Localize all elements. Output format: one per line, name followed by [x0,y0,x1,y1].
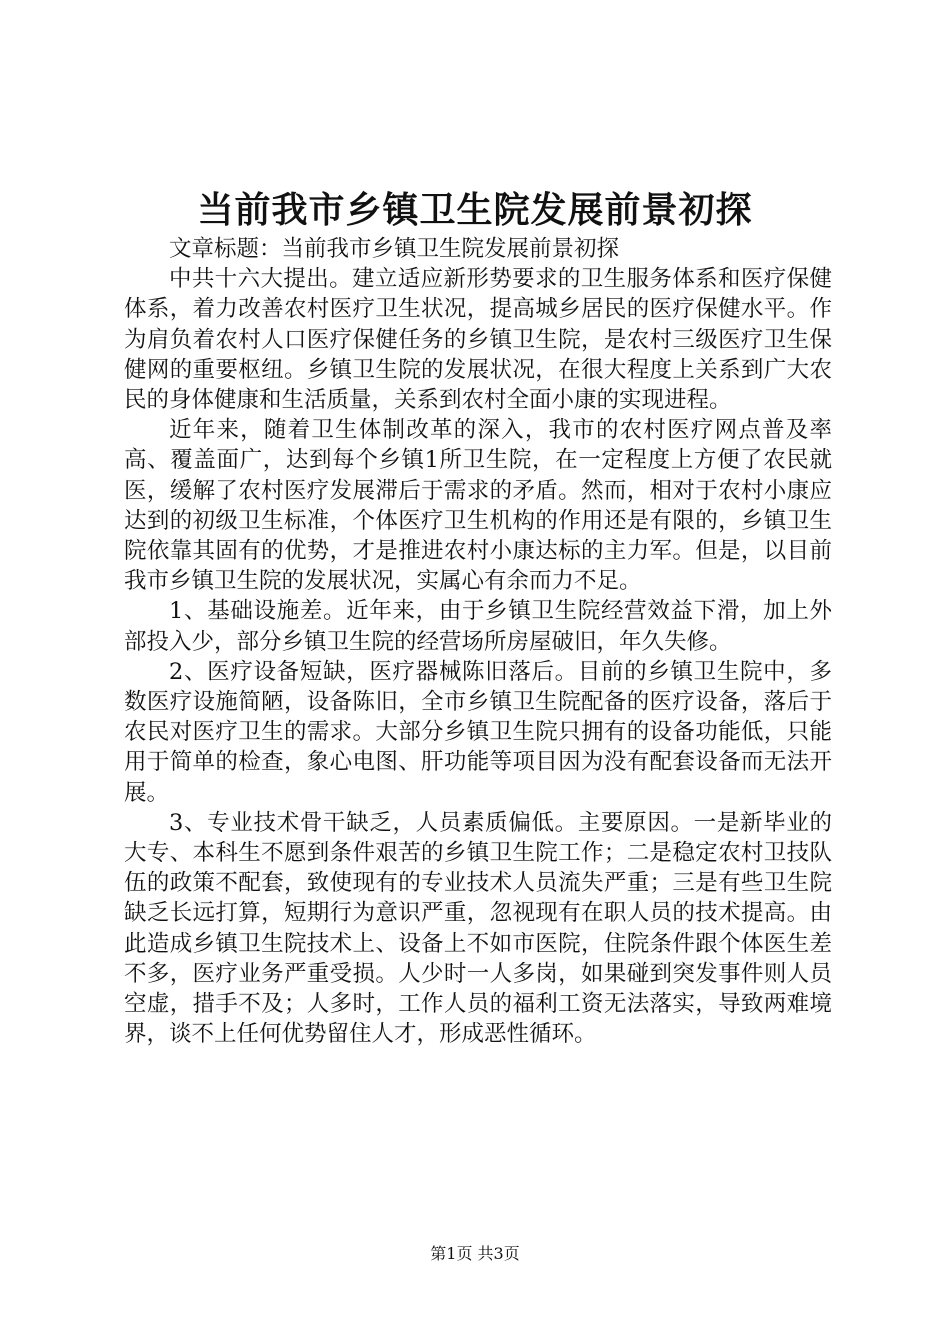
body-paragraph: 1、基础设施差。近年来，由于乡镇卫生院经营效益下滑，加上外部投入少，部分乡镇卫生院的经营场所房屋破旧，年久失修。 [124,598,832,655]
document-title: 当前我市乡镇卫生院发展前景初探 [197,189,753,231]
article-title-line: 文章标题：当前我市乡镇卫生院发展前景初探 [169,236,620,262]
page-footer: 第1页 共3页 [430,1244,520,1263]
body-paragraph: 2、医疗设备短缺，医疗器械陈旧落后。目前的乡镇卫生院中，多数医疗设施简陋，设备陈旧，全市乡镇卫生院配备的医疗设备，落后于农民对医疗卫生的需求。大部分乡镇卫生院只拥有的设备功能低，只能用于简单的检查，象心电图、肝功能等项目因为没有配套设备而无法开展。 [124,658,832,806]
body-paragraph: 近年来，随着卫生体制改革的深入，我市的农村医疗网点普及率高、覆盖面广，达到每个乡镇1所卫生院，在一定程度上方便了农民就医，缓解了农村医疗发展滞后于需求的矛盾。然而，相对于农村小康应达到的初级卫生标准，个体医疗卫生机构的作用还是有限的，乡镇卫生院依靠其固有的优势，才是推进农村小康达标的主力军。但是，以目前我市乡镇卫生院的发展状况，实属心有余而力不足。 [124,417,832,595]
document-body [124,234,832,1049]
body-paragraph: 中共十六大提出。建立适应新形势要求的卫生服务体系和医疗保健体系，着力改善农村医疗卫生状况，提高城乡居民的医疗保健水平。作为肩负着农村人口医疗保健任务的乡镇卫生院，是农村三级医疗卫生保健网的重要枢纽。乡镇卫生院的发展状况，在很大程度上关系到广大农民的身体健康和生活质量，关系到农村全面小康的实现进程。 [124,266,832,414]
body-paragraph: 3、专业技术骨干缺乏，人员素质偏低。主要原因。一是新毕业的大专、本科生不愿到条件艰苦的乡镇卫生院工作；二是稳定农村卫技队伍的政策不配套，致使现有的专业技术人员流失严重；三是有些卫生院缺乏长远打算，短期行为意识严重，忽视现有在职人员的技术提高。由此造成乡镇卫生院技术上、设备上不如市医院，住院条件跟个体医生差不多，医疗业务严重受损。人少时一人多岗，如果碰到突发事件则人员空虚，措手不及；人多时，工作人员的福利工资无法落实，导致两难境界，谈不上任何优势留住人才，形成恶性循环。 [124,809,832,1048]
